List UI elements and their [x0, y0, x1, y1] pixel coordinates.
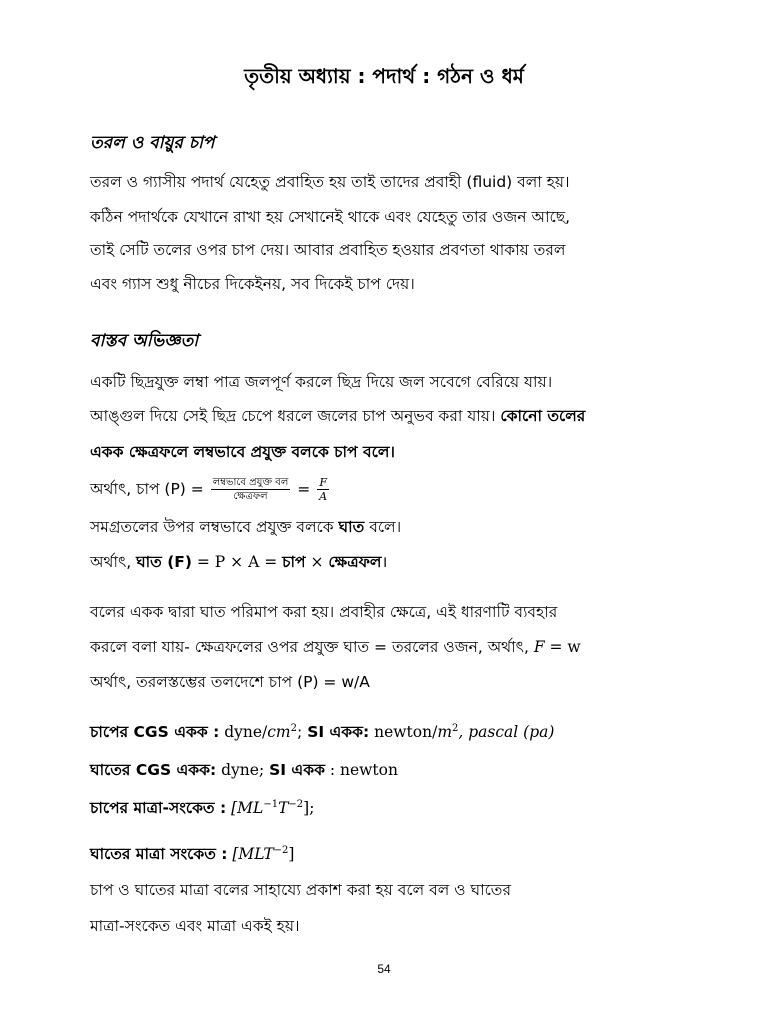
pressure-definition [90, 440, 395, 466]
paragraph-line: চাপ ও ঘাতের মাত্রা বলের সাহায্যে প্রকাশ করা হয় বলে বল ও ঘাতের [90, 881, 511, 899]
paragraph-line: মাত্রা-সংকেত এবং মাত্রা একই হয়। [90, 917, 300, 935]
formula-text: × [305, 553, 329, 571]
paragraph-line: তাই সেটি তলের ওপর চাপ দেয়। আবার প্রবাহিত হওয়ার প্রবণতা থাকায় তরল [90, 241, 566, 259]
exponent: −2 [273, 844, 289, 856]
dimension-text: ] [288, 845, 295, 863]
fraction-numerator: F [317, 476, 329, 490]
paragraph-line: বলের একক দ্বারা ঘাত পরিমাপ করা হয়। প্রবাহীর ক্ষেত্রে, এই ধারণাটি ব্যবহার [90, 603, 558, 621]
pressure-formula [90, 476, 331, 503]
thrust-formula [90, 550, 387, 576]
plain-text: সমগ্রতলের উপর লম্বভাবে প্রযুক্ত বলকে [90, 518, 334, 536]
math-symbol: F [533, 638, 545, 656]
bold-term: SI একক: [307, 723, 370, 741]
exponent: −2 [288, 798, 304, 810]
fraction-F-over-A [317, 476, 329, 503]
fraction-numerator: লম্বভাবে প্রযুক্ত বল [212, 477, 289, 488]
thrust-definition [90, 515, 401, 541]
bold-term: ঘাতের মাত্রা সংকেত : [90, 845, 228, 863]
bold-term: ঘাত [338, 518, 365, 536]
unit-text: dyne/ [219, 723, 268, 741]
unit-text: cm [267, 723, 291, 741]
plain-text: । [381, 553, 388, 571]
paragraph-line [90, 404, 585, 430]
bold-definition-text: কোনো তলের [500, 407, 586, 425]
fraction-denominator: A [319, 490, 328, 503]
paragraph-line: অর্থাৎ, তরলস্তম্ভের তলদেশে চাপ (P) = w/A [90, 673, 370, 691]
section-heading-real-experience: বাস্তব অভিজ্ঞতা [90, 331, 199, 351]
thrust-units [90, 758, 398, 784]
dimension-text: [MLT [227, 845, 274, 863]
plain-text: বলে। [369, 518, 402, 536]
bold-term: চাপের মাত্রা-সংকেত : [90, 799, 227, 817]
thrust-dimensions [90, 842, 294, 868]
fraction-denominator: ক্ষেত্রফল [233, 491, 268, 502]
paragraph-line: একটি ছিদ্রযুক্ত লম্বা পাত্র জলপূর্ণ করলে ছিদ্র দিয়ে জল সবেগে বেরিয়ে যায়। [90, 373, 553, 391]
unit-text: , pascal (pa) [458, 723, 555, 741]
dimension-text: T [278, 799, 289, 817]
exponent: 2 [452, 722, 459, 734]
equals-sign: = [297, 480, 311, 498]
formula-prefix: অর্থাৎ, চাপ (P) = [90, 480, 204, 498]
bold-term: চাপের CGS একক : [90, 723, 220, 741]
fraction-force-over-area-text [211, 476, 291, 503]
paragraph-line [90, 635, 581, 661]
unit-text: m [437, 723, 453, 741]
section-heading-liquid-air-pressure: তরল ও বায়ুর চাপ [90, 133, 215, 153]
unit-text: newton/ [369, 723, 438, 741]
dimension-text: ]; [303, 799, 315, 817]
bold-term: SI একক [269, 761, 325, 779]
bold-term: ক্ষেত্রফল [328, 553, 382, 571]
unit-text: : newton [324, 761, 398, 779]
page-number: 54 [377, 962, 391, 976]
plain-text: আঙ্গুল দিয়ে সেই ছিদ্র চেপে ধরলে জলের চাপ অনুভব করা যায়। [90, 407, 496, 425]
formula-text: = P × A = [191, 553, 283, 571]
plain-text: অর্থাৎ, [90, 553, 132, 571]
pressure-dimensions [90, 796, 314, 822]
exponent: 2 [290, 722, 298, 734]
punctuation: ; [297, 723, 303, 741]
bold-term: চাপ [282, 553, 306, 571]
pressure-units [90, 720, 554, 746]
plain-text: করলে বলা যায়- ক্ষেত্রফলের ওপর প্রযুক্ত ঘাত = তরলের ওজন, অর্থাৎ, [90, 638, 529, 656]
bold-term: ঘাত (F) [136, 553, 192, 571]
paragraph-line: তরল ও গ্যাসীয় পদার্থ যেহেতু প্রবাহিত হয় তাই তাদের প্রবাহী (fluid) বলা হয়। [90, 173, 570, 191]
dimension-text: [ML [226, 799, 264, 817]
formula-text: = w [544, 638, 581, 656]
paragraph-line: কঠিন পদার্থকে যেখানে রাখা হয় সেখানেই থাকে এবং যেহেতু তার ওজন আছে, [90, 208, 571, 226]
unit-text: dyne; [216, 761, 265, 779]
bold-term: ঘাতের CGS একক: [90, 761, 217, 779]
bold-definition-text: একক ক্ষেত্রফলে লম্বভাবে প্রযুক্ত বলকে চাপ বলে। [90, 443, 395, 461]
paragraph-line: এবং গ্যাস শুধু নীচের দিকেইনয়, সব দিকেই চাপ দেয়। [90, 275, 415, 293]
exponent: −1 [263, 798, 279, 810]
chapter-title: তৃতীয় অধ্যায় : পদার্থ : গঠন ও ধর্ম [244, 64, 524, 88]
